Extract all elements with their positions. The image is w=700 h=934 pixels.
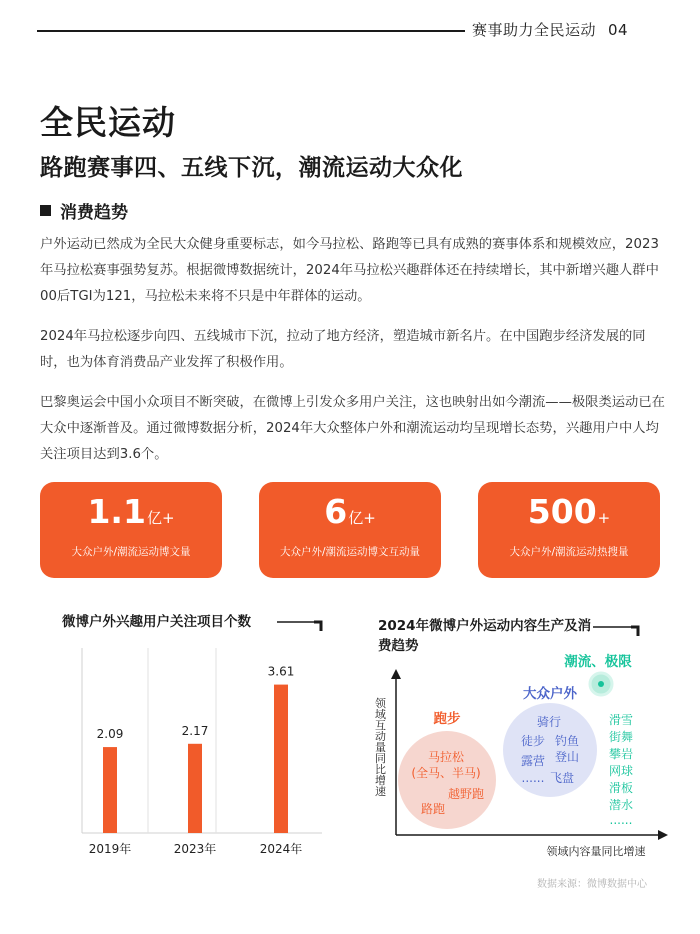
y-axis-label: 领域互动量同比增速 (373, 697, 387, 797)
stat-value: 1.1亿+ (87, 492, 175, 531)
corner-mark-icon (631, 627, 638, 636)
bubble-item-label: 滑板 (608, 781, 634, 795)
page-title: 全民运动 (40, 103, 176, 142)
page-number: 04 (608, 21, 629, 39)
bubble-item-label: 飞盘 (549, 771, 575, 785)
header-section-title: 赛事助力全民运动 (472, 21, 597, 39)
paragraph-1: 户外运动已然成为全民大众健身重要标志，如今马拉松、路跑等已具有成熟的赛事体系和规模效应，2023年马拉松赛事强势复苏。根据微博数据统计，2024年马拉松兴趣群体还在持续增长，其中新增兴趣人群中00后TGI为121，马拉松未来将不只是中年群体的运动。 (40, 237, 659, 304)
corner-mark-icon (314, 622, 321, 631)
bubble-item-label: 路跑 (420, 802, 446, 816)
bubble-item-label: 露营 (520, 754, 546, 768)
bubble-item-label: 街舞 (608, 730, 634, 744)
x-axis-label: 领域内容量同比增速 (546, 845, 646, 858)
y-axis-arrow-icon (391, 669, 401, 679)
stat-label: 大众户外/潮流运动热搜量 (509, 546, 629, 558)
bar-chart-title: 微博户外兴趣用户关注项目个数 (62, 614, 251, 630)
bubble-item-label: ...... (521, 771, 545, 785)
bubble-item-label: 马拉松 (427, 750, 465, 764)
bar-category-label: 2019年 (88, 842, 132, 856)
bubble-item-label: 越野跑 (447, 787, 485, 801)
paragraph-2: 2024年马拉松逐步向四、五线城市下沉，拉动了地方经济，塑造城市新名片。在中国跑步经济发展的同时，也为体育消费品产业发挥了积极作用。 (40, 329, 646, 370)
bar-value-label: 2.09 (96, 727, 124, 742)
bar-value-label: 3.61 (267, 664, 295, 679)
bar-category-label: 2023年 (173, 842, 217, 856)
bubble-item-label: 登山 (554, 750, 580, 764)
stat-value: 500+ (527, 492, 611, 531)
x-axis-arrow-icon (658, 830, 668, 840)
bubble-item-label: 骑行 (536, 715, 562, 729)
bubble-running (398, 731, 496, 829)
bubble-item-label: (全马、半马) (411, 766, 481, 780)
data-source: 数据来源：微博数据中心 (537, 879, 647, 890)
paragraph-3: 巴黎奥运会中国小众项目不断突破，在微博上引发众多用户关注，这也映射出如今潮流——极限类运动已在大众中逐渐普及。通过微博数据分析，2024年大众整体户外和潮流运动均呈现增长态势，兴趣用户中人均关注项目达到3.6个。 (40, 395, 665, 462)
bubble-group-label: 大众户外 (523, 686, 577, 702)
page-subtitle: 路跑赛事四、五线下沉，潮流运动大众化 (40, 155, 463, 181)
bar-1 (188, 744, 202, 833)
bubble-group-label: 潮流、极限 (564, 654, 632, 670)
section-heading-text: 消费趋势 (60, 203, 128, 223)
stat-value: 6亿+ (324, 492, 376, 531)
stat-label: 大众户外/潮流运动博文互动量 (279, 546, 421, 558)
bar-0 (103, 747, 117, 833)
bubble-group-label: 跑步 (433, 711, 461, 727)
bubble-chart-title: 2024年微博户外运动内容生产及消费趋势 (378, 618, 592, 654)
stat-label: 大众户外/潮流运动博文量 (71, 546, 191, 558)
bubble-dot (598, 681, 604, 687)
bar-category-label: 2024年 (259, 842, 303, 856)
bar-value-label: 2.17 (181, 723, 209, 738)
bar-2 (274, 685, 288, 833)
bubble-item-label: 徒步 (520, 734, 546, 748)
bubble-item-label: 攀岩 (608, 747, 634, 761)
bubble-item-label: 滑雪 (608, 713, 634, 727)
bubble-item-label: 潜水 (608, 798, 634, 812)
bubble-item-label: ...... (609, 813, 633, 827)
bubble-item-label: 网球 (608, 764, 634, 778)
bubble-item-label: 钓鱼 (554, 734, 580, 748)
